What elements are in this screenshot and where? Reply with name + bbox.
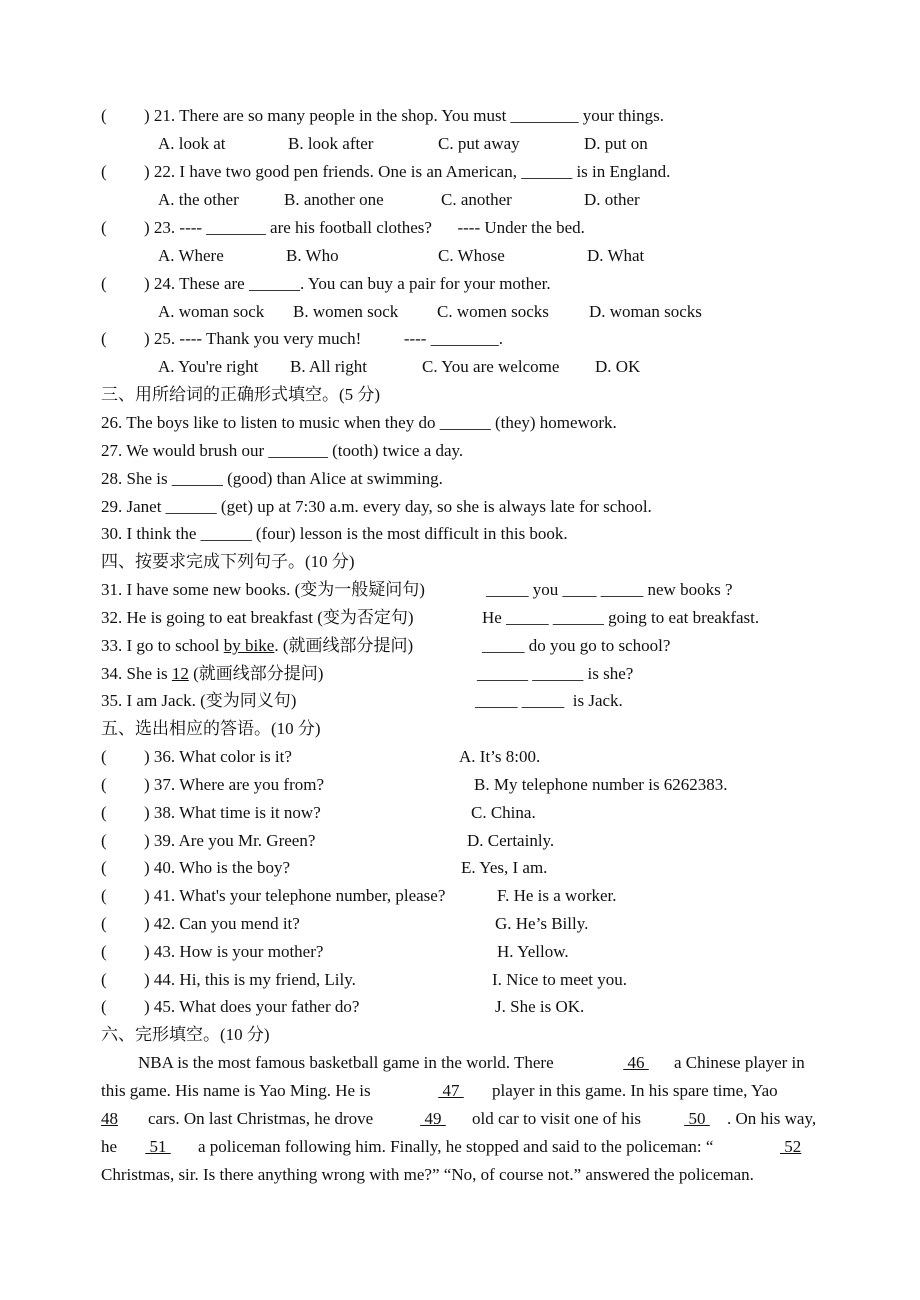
match-question: ) 39. Are you Mr. Green? bbox=[144, 831, 316, 850]
question-33: 33. I go to school by bike. (就画线部分提问) bbox=[101, 636, 414, 655]
cloze-blank-51[interactable]: 51 bbox=[145, 1137, 171, 1156]
q22-option-a: A. the other bbox=[158, 190, 239, 209]
answer-bracket[interactable]: ( bbox=[101, 858, 107, 877]
match-question: ) 37. Where are you from? bbox=[144, 775, 324, 794]
match-question: ) 36. What color is it? bbox=[144, 747, 292, 766]
q25-option-a: A. You're right bbox=[158, 357, 259, 376]
match-question: ) 43. How is your mother? bbox=[144, 942, 324, 961]
question-29: 29. Janet ______ (get) up at 7:30 a.m. every day, so she is always late for school. bbox=[101, 497, 652, 516]
question-31: 31. I have some new books. (变为一般疑问句) bbox=[101, 580, 425, 599]
match-option: C. China. bbox=[471, 803, 536, 822]
section-title: 四、按要求完成下列句子。(10 分) bbox=[101, 552, 355, 571]
q24-option-c: C. women socks bbox=[437, 302, 549, 321]
q21-option-a: A. look at bbox=[158, 134, 226, 153]
answer-bracket[interactable]: ( bbox=[101, 775, 107, 794]
q23-option-a: A. Where bbox=[158, 246, 224, 265]
cloze-blank-48[interactable]: 48 bbox=[101, 1109, 118, 1128]
match-question: ) 45. What does your father do? bbox=[144, 997, 360, 1016]
q25-option-d: D. OK bbox=[595, 357, 641, 376]
q25-option-b: B. All right bbox=[290, 357, 367, 376]
answer-34: ______ ______ is she? bbox=[477, 664, 634, 683]
match-question: ) 38. What time is it now? bbox=[144, 803, 321, 822]
answer-31: _____ you ____ _____ new books ? bbox=[486, 580, 733, 599]
answer-bracket[interactable]: ( bbox=[101, 218, 107, 237]
q23-option-d: D. What bbox=[587, 246, 645, 265]
q22-option-d: D. other bbox=[584, 190, 640, 209]
cloze-blank-52[interactable]: 52 bbox=[780, 1137, 802, 1156]
question-22: ) 22. I have two good pen friends. One is an American, ______ is in England. bbox=[144, 162, 671, 181]
match-option: F. He is a worker. bbox=[497, 886, 617, 905]
cloze-text: cars. On last Christmas, he drove bbox=[148, 1109, 374, 1128]
question-23: ) 23. ---- _______ are his football clothes? ---- Under the bed. bbox=[144, 218, 585, 237]
answer-bracket[interactable]: ( bbox=[101, 970, 107, 989]
q21-option-b: B. look after bbox=[288, 134, 374, 153]
match-option: D. Certainly. bbox=[467, 831, 555, 850]
answer-bracket[interactable]: ( bbox=[101, 106, 107, 125]
question-25: ) 25. ---- Thank you very much! ---- ________. bbox=[144, 329, 503, 348]
section-title: 五、选出相应的答语。(10 分) bbox=[101, 719, 321, 738]
question-26: 26. The boys like to listen to music when they do ______ (they) homework. bbox=[101, 413, 617, 432]
match-option: B. My telephone number is 6262383. bbox=[474, 775, 728, 794]
answer-32: He _____ ______ going to eat breakfast. bbox=[482, 608, 760, 627]
answer-bracket[interactable]: ( bbox=[101, 162, 107, 181]
cloze-text: he bbox=[101, 1137, 118, 1156]
question-30: 30. I think the ______ (four) lesson is the most difficult in this book. bbox=[101, 524, 568, 543]
section-title: 三、用所给词的正确形式填空。(5 分) bbox=[101, 385, 381, 404]
question-24: ) 24. These are ______. You can buy a pair for your mother. bbox=[144, 274, 551, 293]
answer-bracket[interactable]: ( bbox=[101, 747, 107, 766]
cloze-blank-49[interactable]: 49 bbox=[420, 1109, 446, 1128]
q23-option-b: B. Who bbox=[286, 246, 339, 265]
cloze-text: Christmas, sir. Is there anything wrong with me?” “No, of course not.” answered the policeman. bbox=[101, 1165, 754, 1184]
q21-option-c: C. put away bbox=[438, 134, 520, 153]
question-35: 35. I am Jack. (变为同义句) bbox=[101, 691, 297, 710]
question-34: 34. She is 12 (就画线部分提问) bbox=[101, 664, 324, 683]
question-21: ) 21. There are so many people in the shop. You must ________ your things. bbox=[144, 106, 665, 125]
q22-option-b: B. another one bbox=[284, 190, 384, 209]
q22-option-c: C. another bbox=[441, 190, 512, 209]
cloze-text: old car to visit one of his bbox=[472, 1109, 642, 1128]
match-option: J. She is OK. bbox=[495, 997, 585, 1016]
underlined-part: 12 bbox=[171, 664, 189, 683]
match-option: I. Nice to meet you. bbox=[492, 970, 628, 989]
match-question: ) 40. Who is the boy? bbox=[144, 858, 291, 877]
match-question: ) 42. Can you mend it? bbox=[144, 914, 300, 933]
cloze-text: a Chinese player in bbox=[674, 1053, 805, 1072]
cloze-text: player in this game. In his spare time, Yao bbox=[492, 1081, 778, 1100]
question-27: 27. We would brush our _______ (tooth) twice a day. bbox=[101, 441, 464, 460]
cloze-text: NBA is the most famous basketball game in the world. There bbox=[138, 1053, 554, 1072]
q24-option-d: D. woman socks bbox=[589, 302, 702, 321]
question-32: 32. He is going to eat breakfast (变为否定句) bbox=[101, 608, 414, 627]
cloze-blank-47[interactable]: 47 bbox=[438, 1081, 464, 1100]
match-option: G. He’s Billy. bbox=[495, 914, 589, 933]
answer-bracket[interactable]: ( bbox=[101, 329, 107, 348]
q24-option-b: B. women sock bbox=[293, 302, 399, 321]
match-option: A. It’s 8:00. bbox=[459, 747, 541, 766]
answer-bracket[interactable]: ( bbox=[101, 274, 107, 293]
cloze-text: . On his way, bbox=[727, 1109, 817, 1128]
section-title: 六、完形填空。(10 分) bbox=[101, 1025, 270, 1044]
match-question: ) 41. What's your telephone number, please? bbox=[144, 886, 446, 905]
answer-33: _____ do you go to school? bbox=[482, 636, 671, 655]
answer-bracket[interactable]: ( bbox=[101, 886, 107, 905]
match-option: E. Yes, I am. bbox=[461, 858, 548, 877]
answer-bracket[interactable]: ( bbox=[101, 942, 107, 961]
cloze-blank-50[interactable]: 50 bbox=[684, 1109, 710, 1128]
q24-option-a: A. woman sock bbox=[158, 302, 265, 321]
underlined-part: by bike bbox=[223, 636, 275, 655]
q25-option-c: C. You are welcome bbox=[422, 357, 560, 376]
cloze-text: a policeman following him. Finally, he stopped and said to the policeman: “ bbox=[198, 1137, 714, 1156]
cloze-blank-46[interactable]: 46 bbox=[623, 1053, 649, 1072]
cloze-text: this game. His name is Yao Ming. He is bbox=[101, 1081, 371, 1100]
answer-35: _____ _____ is Jack. bbox=[475, 691, 623, 710]
match-question: ) 44. Hi, this is my friend, Lily. bbox=[144, 970, 356, 989]
answer-bracket[interactable]: ( bbox=[101, 997, 107, 1016]
question-28: 28. She is ______ (good) than Alice at swimming. bbox=[101, 469, 443, 488]
q21-option-d: D. put on bbox=[584, 134, 648, 153]
match-option: H. Yellow. bbox=[497, 942, 569, 961]
q23-option-c: C. Whose bbox=[438, 246, 505, 265]
answer-bracket[interactable]: ( bbox=[101, 914, 107, 933]
answer-bracket[interactable]: ( bbox=[101, 831, 107, 850]
answer-bracket[interactable]: ( bbox=[101, 803, 107, 822]
